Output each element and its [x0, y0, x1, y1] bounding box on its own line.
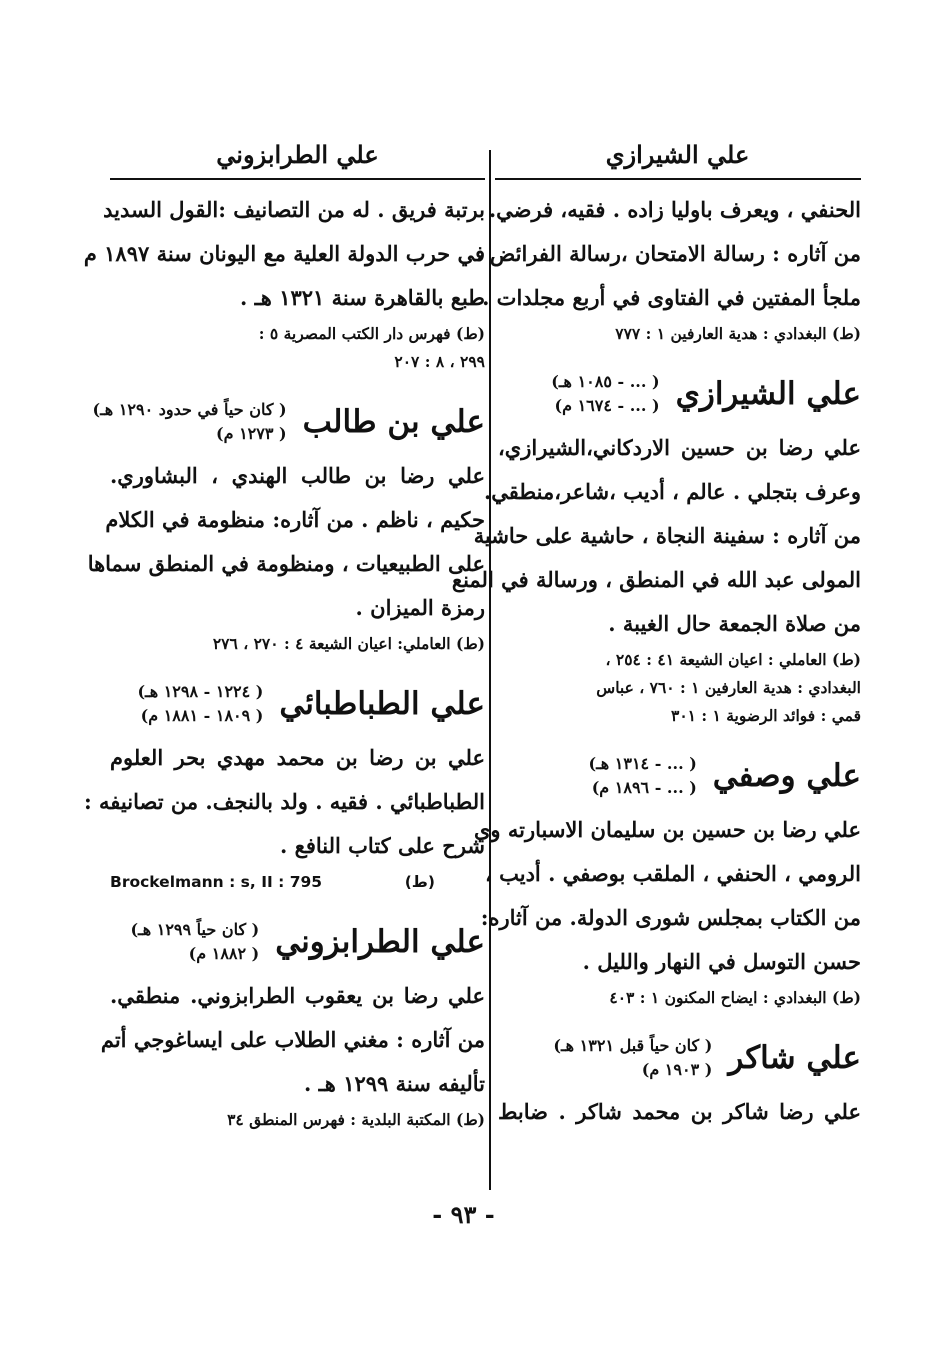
- text-line: من آثاره : مغني الطلاب على ايساغوجي أتم: [100, 1027, 485, 1052]
- entry-heading: [110, 918, 485, 966]
- text-line: علي رضا بن طالب الهندي ، البشاوري.: [110, 463, 485, 488]
- text-line: من آثاره : رسالة الامتحان ،رسالة الفرائض ،: [475, 241, 861, 266]
- left-column: [83, 188, 485, 1134]
- text-line: تأليفه سنة ١٢٩٩ هـ .: [304, 1071, 485, 1096]
- text-line: طبع بالقاهرة سنة ١٣٢١ هـ .: [240, 285, 485, 310]
- gregorian-date: ( ... - ١٨٩٦ م): [591, 778, 697, 797]
- text-line: من آثاره : سفينة النجاة ، حاشية على حاشية: [473, 523, 861, 548]
- entry-name: علي شاكر: [728, 1040, 861, 1076]
- entry-heading: [92, 398, 485, 446]
- source-line: قمي : فوائد الرضوية ١ : ٣٠١: [671, 706, 861, 725]
- text-line: في حرب الدولة العلية مع اليونان سنة ١٨٩٧ م: [83, 241, 485, 266]
- entry-dates: [130, 918, 259, 966]
- source-line: ٢٩٩ ، ٨ : ٢٠٧: [394, 352, 485, 371]
- right-running-head: علي الشيرازي: [605, 140, 750, 169]
- text-line: من الكتاب بمجلس شورى الدولة. من آثاره:: [480, 905, 861, 930]
- entry-name: علي الشيرازي: [675, 376, 861, 412]
- entry-name: علي الطباطبائي: [279, 686, 485, 722]
- source-line: البغدادي : هدية العارفين ١ : ٧٦٠ ، عباس: [596, 678, 861, 697]
- entry-heading: [498, 370, 861, 418]
- hijri-date: ( ١٢٢٤ - ١٢٩٨ هـ): [137, 682, 264, 701]
- source-line: (ط) البغدادي : ايضاح المكنون ١ : ٤٠٣: [609, 988, 861, 1007]
- entry-dates: [553, 1034, 712, 1082]
- text-line: وعرف بتجلي . عالم ، أديب ،شاعر،منطقي.: [483, 479, 861, 504]
- hijri-date: ( كان حياً في حدود ١٢٩٠ هـ): [92, 400, 287, 419]
- source-line: (ط) العاملي : اعيان الشيعة ٤١ : ٢٥٤ ،: [605, 650, 861, 669]
- entry-dates: [93, 398, 287, 446]
- entry-dates: [137, 680, 263, 728]
- hijri-date: ( ... - ١٣١٤ هـ): [588, 754, 697, 773]
- text-line: على الطبيعيات ، ومنظومة في المنطق سماها: [87, 551, 485, 576]
- text-line: علي رضا بن يعقوب الطرابزوني. منطقي.: [110, 983, 485, 1008]
- gregorian-date: ( ١٨٠٩ - ١٨٨١ م): [140, 706, 264, 725]
- entry-name: علي بن طالب: [302, 404, 485, 440]
- source-line: (ط) العاملي: اعيان الشيعة ٤ : ٢٧٠ ، ٢٧٦: [212, 634, 485, 653]
- text-line: حسن التوسل في النهار والليل .: [582, 949, 861, 974]
- left-header-rule: [110, 178, 485, 180]
- gregorian-date: ( ١٨٨٢ م): [188, 944, 260, 963]
- text-line: شرح على كتاب النافع .: [280, 833, 485, 858]
- entry-heading: [110, 680, 485, 728]
- latin-source-mark: (ط): [404, 873, 435, 891]
- entry-name: علي وصفي: [712, 758, 861, 794]
- latin-source-text: Brockelmann : s, II : 795: [110, 873, 323, 891]
- text-line: الحنفي ، ويعرف باوليا زاده . فقيه، فرضي.: [488, 197, 861, 222]
- entry-heading: [498, 1034, 861, 1082]
- hijri-date: ( كان حياً ١٢٩٩ هـ): [130, 920, 260, 939]
- entry-dates: [589, 752, 697, 800]
- text-line: من صلاة الجمعة حال الغيبة .: [608, 611, 861, 636]
- text-line: علي بن رضا بن محمد مهدي بحر العلوم: [110, 745, 485, 770]
- right-column: [451, 188, 861, 1134]
- gregorian-date: ( ١٩٠٣ م): [641, 1060, 713, 1079]
- text-line: حكيم ، ناظم . من آثاره: منظومة في الكلام: [105, 507, 485, 532]
- hijri-date: ( كان حياً قبل ١٣٢١ هـ): [553, 1036, 713, 1055]
- text-line: علي رضا شاكر بن محمد شاكر . ضابط: [498, 1099, 861, 1124]
- gregorian-date: ( ... - ١٦٧٤ م): [554, 396, 660, 415]
- entry-heading: [498, 752, 861, 800]
- hijri-date: ( ... - ١٠٨٥ هـ): [551, 372, 660, 391]
- gregorian-date: ( ١٢٧٣ م): [216, 424, 287, 443]
- source-line: (ط) المكتبة البلدية : فهرس المنطق ٣٤: [227, 1110, 485, 1129]
- text-line: علي رضا بن حسين بن سليمان الاسبارته وي: [473, 817, 861, 842]
- latin-source-line: [110, 868, 485, 896]
- left-running-head: علي الطرابزوني: [216, 140, 379, 169]
- entry-dates: [551, 370, 659, 418]
- text-line: المولى عبد الله في المنطق ، ورسالة في المنع: [451, 567, 861, 592]
- text-line: برتبة فريق . له من التصانيف :القول السديد: [103, 197, 485, 222]
- text-line: الطباطبائي . فقيه . ولد بالنجف. من تصانيفه :: [83, 789, 485, 814]
- page-number: - ٩٣ -: [432, 1200, 495, 1229]
- text-line: الرومي ، الحنفي ، الملقب بوصفي . أديب ،: [485, 861, 861, 886]
- text-line: رمزة الميزان .: [355, 595, 485, 620]
- entry-name: علي الطرابزوني: [275, 924, 485, 960]
- source-line: (ط) فهرس دار الكتب المصرية ٥ :: [258, 324, 485, 343]
- source-line: (ط) البغدادي : هدية العارفين ١ : ٧٧٧: [615, 324, 861, 343]
- right-header-rule: [495, 178, 861, 180]
- text-line: علي رضا بن حسين الاردكاني،الشيرازي،: [498, 435, 861, 460]
- text-line: ملجأ المفتين في الفتاوى في أربع مجلدات .: [482, 285, 861, 310]
